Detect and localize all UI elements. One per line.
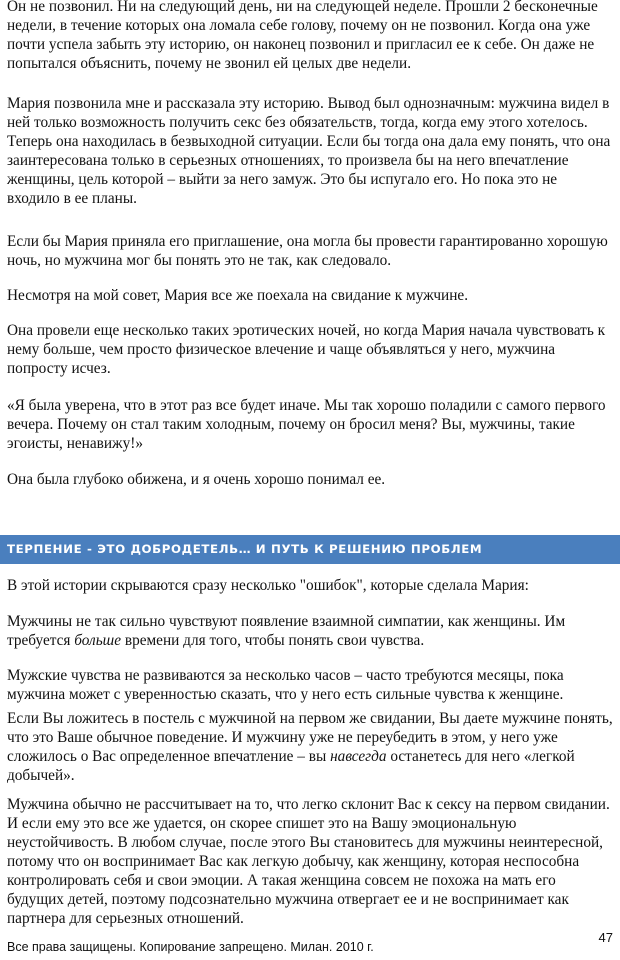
page-number: 47 (598, 930, 613, 945)
paragraph-erotic-nights: Она провели еще несколько таких эротических ночей, но когда Мария начала чувствовать к нему больше, чем просто физическое влечение и чаще объявляться у него, мужчина попросту исчез. (7, 322, 606, 377)
paragraph-not-called: Он не позвонил. Ни на следующий день, ни на следующей неделе. Прошли 2 бесконечные недели, в течение которых она ломала себе голову, почему он не позвонил. Когда она уже почти успела забыть эту историю, он наконец позвонил и пригласил ее к себе. Он даже не попытался объяснить, почему не звонил ей целых две недели. (7, 0, 598, 72)
paragraph-deeply-hurt: Она была глубоко обижена, и я очень хорошо понимал ее. (7, 471, 386, 488)
paragraph-if-accepted: Если бы Мария приняла его приглашение, она могла бы провести гарантированно хорошую ночь, но мужчина мог бы понять это не так, как следовало. (7, 233, 608, 269)
section-heading: ТЕРПЕНИЕ - ЭТО ДОБРОДЕТЕЛЬ… И ПУТЬ К РЕШЕНИЮ ПРОБЛЕМ (7, 542, 483, 556)
paragraph-man-does-not-expect: Мужчина обычно не рассчитывает на то, что легко склонит Вас к сексу на первом свидании. И если ему это все же удается, он скорее спишет это на Вашу эмоциональную неустойчивость. В любом случае, после этого Вы становитесь для мужчины неинтересной, потому что он воспринимает Вас как легкую добычу, как женщину, которая неспособна контролировать себя и свои эмоции. А такая женщина совсем не похожа на мать его будущих детей, поэтому подсознательно мужчина отвергает ее и не воспринимает как партнера для серьезных отношений. (7, 796, 610, 927)
emphasis-forever: навсегда (330, 748, 387, 765)
paragraph-maria-called: Мария позвонила мне и рассказала эту историю. Вывод был однозначным: мужчина видел в ней только возможность получить секс без обязательств, тогда, когда ему этого хотелось. Теперь она находилась в безвыходной ситуации. Если бы тогда она дала ему понять, что она заинтересована только в серьезных отношениях, то произвела бы на него впечатление женщины, цель которой – выйти за него замуж. Это бы испугало его. Но пока это не входило в ее планы. (7, 95, 611, 207)
paragraph-first-date: Если Вы ложитесь в постель с мужчиной на первом же свидании, Вы даете мужчине понять, что это Ваше обычное поведение. И мужчину уже не переубедить в этом, у него уже сложилось о Вас определенное впечатление – вы навсегда останетесь для него «легкой добычей». (7, 710, 613, 784)
paragraph-men-feel-less: Мужчины не так сильно чувствуют появление взаимной симпатии, как женщины. Им требуется больше времени для того, чтобы понять свои чувства. (7, 613, 566, 649)
emphasis-more: больше (74, 632, 122, 649)
section-intro: В этой истории скрываются сразу несколько "ошибок", которые сделала Мария: (7, 577, 529, 594)
paragraph-despite-advice: Несмотря на мой совет, Мария все же поехала на свидание к мужчине. (7, 287, 469, 304)
paragraph-mens-feelings: Мужские чувства не развиваются за несколько часов – часто требуются месяцы, пока мужчина может с уверенностью сказать, что у него есть сильные чувства к женщине. (7, 667, 564, 703)
footer-copyright: Все права защищены. Копирование запрещено. Милан. 2010 г. (7, 940, 374, 954)
quote-paragraph: «Я была уверена, что в этот раз все будет иначе. Мы так хорошо поладили с самого первого вечера. Почему он стал таким холодным, почему он бросил меня? Вы, мужчины, такие эгоисты, ненавижу!» (7, 397, 606, 452)
section-heading-bar (0, 535, 620, 564)
